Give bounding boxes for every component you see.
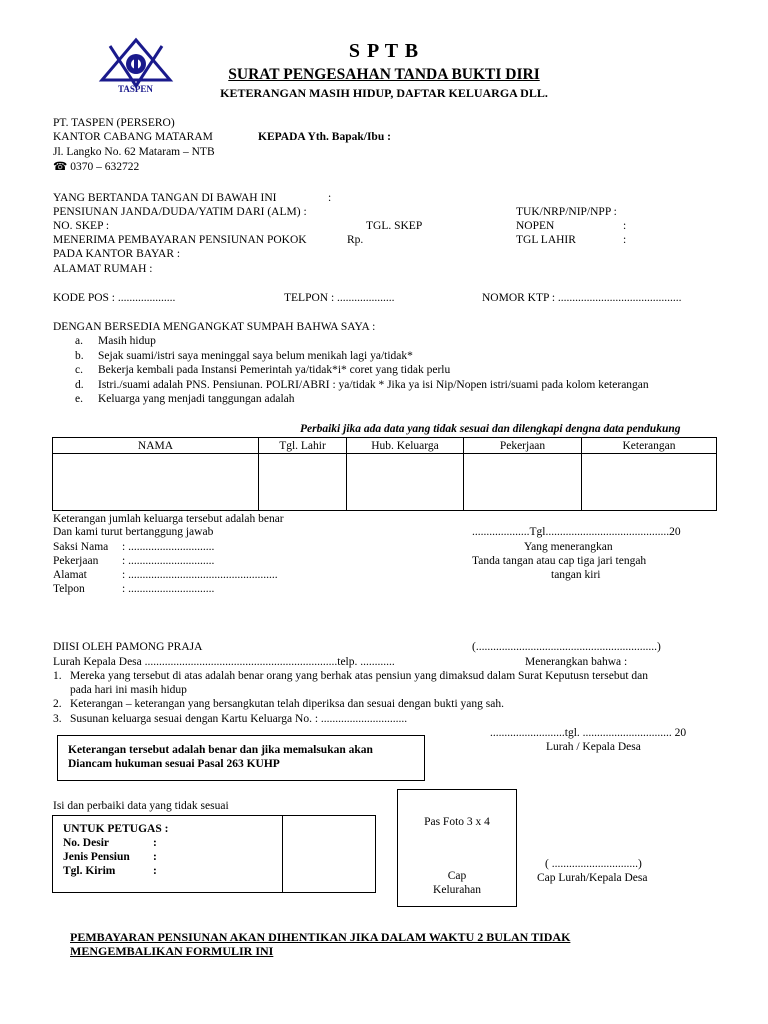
list-item: Masih hidup (98, 335, 156, 347)
petugas-heading: UNTUK PETUGAS : (63, 823, 169, 835)
pembayaran-label: MENERIMA PEMBAYARAN PENSIUNAN POKOK (53, 234, 307, 246)
lurah-sign-label: Lurah / Kepala Desa (546, 741, 641, 753)
office-address: Jl. Langko No. 62 Mataram – NTB (53, 146, 215, 158)
pamong-item-num: 1. (53, 670, 62, 682)
table-header-row (53, 438, 717, 454)
list-item: Bekerja kembali pada Instansi Pemerintah ya/tidak*i* coret yang tidak perlu (98, 364, 451, 376)
office-phone (53, 161, 139, 174)
table-cell[interactable] (464, 454, 582, 511)
pensioner-label: PENSIUNAN JANDA/DUDA/YATIM DARI (ALM) : (53, 206, 307, 218)
telpon-field: TELPON : .................... (284, 292, 395, 304)
list-item: Keluarga yang menjadi tanggungan adalah (98, 393, 295, 405)
list-item: Sejak suami/istri saya meninggal saya belum menikah lagi ya/tidak* (98, 350, 413, 362)
nrp-label: TUK/NRP/NIP/NPP : (516, 206, 617, 218)
tgl-lahir-label: TGL LAHIR (516, 234, 576, 246)
office-name: PT. TASPEN (PERSERO) (53, 117, 175, 129)
warning-box (57, 735, 425, 781)
table-note: Perbaiki jika ada data yang tidak sesuai dan dilengkapi dengna data pendukung (300, 423, 681, 435)
family-table (52, 437, 717, 511)
column-header-nama: NAMA (53, 438, 259, 454)
saksi-label: Saksi Nama (53, 541, 109, 553)
yang-menerangkan: Yang menerangkan (524, 541, 613, 553)
petugas-row-colon: : (153, 837, 157, 849)
list-item-letter: d. (75, 379, 84, 391)
footer-line1: PEMBAYARAN PENSIUNAN AKAN DIHENTIKAN JIKA DALAM WAKTU 2 BULAN TIDAK (70, 930, 571, 944)
kelurahan-label: Kelurahan (433, 884, 481, 896)
nopen-label: NOPEN (516, 220, 555, 232)
table-cell[interactable] (259, 454, 347, 511)
pekerjaan-value: : .............................. (122, 555, 215, 567)
column-header-tgl-lahir: Tgl. Lahir (259, 438, 347, 454)
photo-box (397, 789, 517, 907)
witness-line1: Keterangan jumlah keluarga tersebut adalah benar (53, 513, 284, 525)
pamong-item-num: 3. (53, 713, 62, 725)
petugas-divider (282, 816, 283, 892)
pamong-heading: DIISI OLEH PAMONG PRAJA (53, 641, 203, 653)
signer-label: YANG BERTANDA TANGAN DI BAWAH INI (53, 192, 277, 204)
list-item-letter: c. (75, 364, 83, 376)
warning-line1: Keterangan tersebut adalah benar dan jika memalsukan akan (68, 744, 373, 756)
skep-label: NO. SKEP : (53, 220, 110, 232)
nopen-colon: : (623, 220, 627, 232)
petugas-box (52, 815, 376, 893)
column-header-keterangan: Keterangan (582, 438, 717, 454)
footer-line2: MENGEMBALIKAN FORMULIR INI (70, 944, 274, 958)
alamat-label: Alamat (53, 569, 87, 581)
list-item-letter: b. (75, 350, 84, 362)
signer-colon: : (328, 192, 332, 204)
saksi-value: : .............................. (122, 541, 215, 553)
ktp-field: NOMOR KTP : ........................................... (482, 292, 682, 304)
oath-heading: DENGAN BERSEDIA MENGANGKAT SUMPAH BAHWA SAYA : (53, 321, 376, 333)
column-header-pekerjaan: Pekerjaan (464, 438, 582, 454)
table-cell[interactable] (53, 454, 259, 511)
recipient-label: KEPADA Yth. Bapak/Ibu : (258, 131, 391, 143)
pamong-item-num: 2. (53, 698, 62, 710)
petugas-row-label: Tgl. Kirim (63, 865, 116, 877)
alamat-rumah-label: ALAMAT RUMAH : (53, 263, 153, 275)
petugas-note: Isi dan perbaiki data yang tidak sesuai (53, 800, 229, 812)
list-item: Mereka yang tersebut di atas adalah benar orang yang berhak atas pensiun yang dimaksud dalam Surat Keputusn tersebut dan (70, 670, 649, 682)
document-subtitle2: KETERANGAN MASIH HIDUP, DAFTAR KELUARGA DLL. (220, 86, 548, 100)
document-title: S P T B (348, 40, 420, 62)
witness-line2: Dan kami turut bertanggung jawab (53, 526, 214, 538)
list-item: Istri./suami adalah PNS. Pensiunan. POLRI/ABRI : ya/tidak * Jika ya isi Nip/Nopen istri/suami pada kolom keterangan (98, 379, 649, 391)
table-cell[interactable] (347, 454, 464, 511)
ttd-line1: Tanda tangan atau cap tiga jari tengah (472, 555, 647, 567)
petugas-row-label: Jenis Pensiun (63, 851, 130, 863)
tgl-lahir-colon: : (623, 234, 627, 246)
petugas-row-colon: : (153, 851, 157, 863)
menerangkan-label: Menerangkan bahwa : (525, 656, 628, 668)
petugas-row-colon: : (153, 865, 157, 877)
lurah-line: Lurah Kepala Desa ...................................................................telp. ............ (53, 656, 395, 668)
cap-label: Cap (447, 870, 467, 882)
pamong-date: ..........................tgl. ............................... 20 (490, 727, 687, 739)
office-branch: KANTOR CABANG MATARAM (53, 131, 213, 143)
list-item-letter: e. (75, 393, 83, 405)
document-subtitle: SURAT PENGESAHAN TANDA BUKTI DIRI (228, 66, 540, 83)
ttd-line2: tangan kiri (551, 569, 601, 581)
photo-label: Pas Foto 3 x 4 (424, 816, 490, 828)
phone-number: 0370 – 632722 (70, 161, 140, 173)
list-item: Keterangan – keterangan yang bersangkutan telah diperiksa dan sesuai dengan bukti yang sah. (70, 698, 504, 710)
rp-label: Rp. (347, 234, 364, 246)
logo-text: TASPEN (118, 84, 153, 94)
phone-icon: ☎ (53, 161, 68, 173)
table-row (53, 454, 717, 511)
telpon-label: Telpon (53, 583, 85, 595)
kantor-bayar-label: PADA KANTOR BAYAR : (53, 248, 181, 260)
list-item: pada hari ini masih hidup (70, 684, 187, 696)
pekerjaan-label: Pekerjaan (53, 555, 99, 567)
petugas-row-label: No. Desir (63, 837, 109, 849)
kode-pos-field: KODE POS : .................... (53, 292, 176, 304)
stamp-label: Cap Lurah/Kepala Desa (537, 872, 648, 884)
list-item-letter: a. (75, 335, 83, 347)
stamp-paren: ( ..............................) (545, 858, 642, 870)
list-item: Susunan keluarga sesuai dengan Kartu Keluarga No. : .............................. (70, 713, 408, 725)
table-cell[interactable] (582, 454, 717, 511)
tgl-skep-label: TGL. SKEP (366, 220, 423, 232)
telpon-value: : .............................. (122, 583, 215, 595)
alamat-value: : .................................................... (122, 569, 278, 581)
witness-date: ....................Tgl...........................................20 (472, 526, 681, 538)
warning-line2: Diancam hukuman sesuai Pasal 263 KUHP (68, 758, 280, 770)
column-header-hub-keluarga: Hub. Keluarga (347, 438, 464, 454)
pamong-paren: (...............................................................) (472, 641, 661, 653)
